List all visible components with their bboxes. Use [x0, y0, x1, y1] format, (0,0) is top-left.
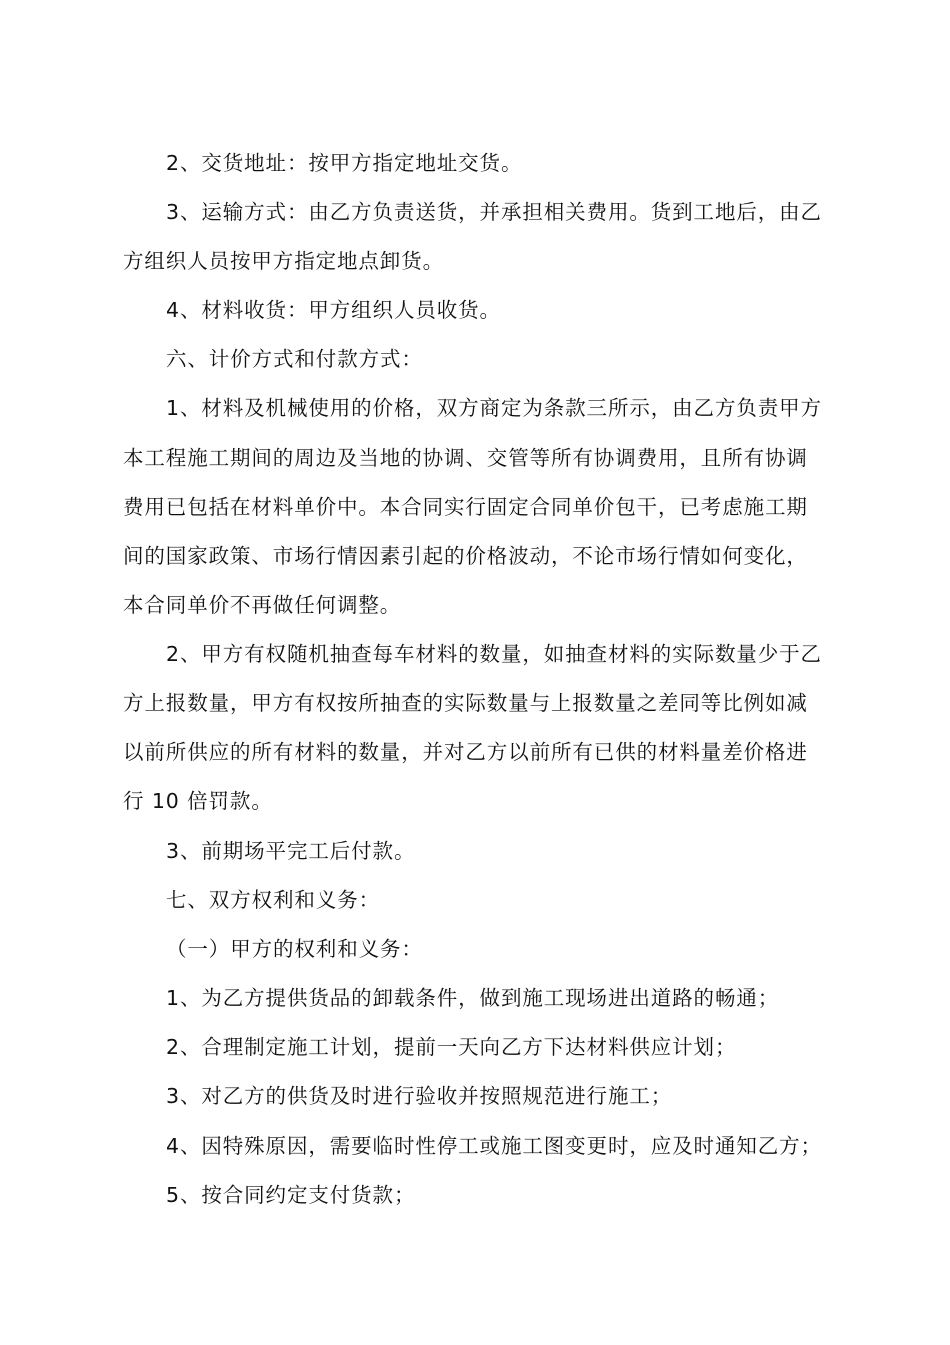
party-a-item-3: 3、对乙方的供货及时进行验收并按照规范进行施工；: [166, 1084, 673, 1108]
pricing-clause-2-line-2: 方上报数量，甲方有权按所抽查的实际数量与上报数量之差同等比例如减: [123, 691, 808, 715]
pricing-clause-3: 3、前期场平完工后付款。: [166, 839, 416, 863]
subsection-heading-party-a: （一）甲方的权利和义务：: [166, 937, 423, 961]
party-a-item-4: 4、因特殊原因，需要临时性停工或施工图变更时，应及时通知乙方；: [166, 1134, 822, 1158]
pricing-clause-2-line-3: 以前所供应的所有材料的数量，并对乙方以前所有已供的材料量差价格进: [123, 740, 808, 764]
party-a-item-5: 5、按合同约定支付货款；: [166, 1183, 416, 1207]
pricing-clause-1-line-2: 本工程施工期间的周边及当地的协调、交管等所有协调费用，且所有协调: [123, 446, 808, 470]
party-a-item-2: 2、合理制定施工计划，提前一天向乙方下达材料供应计划；: [166, 1035, 737, 1059]
clause-delivery-address: 2、交货地址：按甲方指定地址交货。: [166, 151, 523, 175]
pricing-clause-1-line-4: 间的国家政策、市场行情因素引起的价格波动，不论市场行情如何变化，: [123, 544, 808, 568]
clause-transport-line-2: 方组织人员按甲方指定地点卸货。: [123, 249, 444, 273]
section-heading-rights: 七、双方权利和义务：: [166, 888, 380, 912]
clause-receipt: 4、材料收货：甲方组织人员收货。: [166, 298, 501, 322]
pricing-clause-2-line-4: 行 10 倍罚款。: [123, 789, 273, 813]
clause-transport-line-1: 3、运输方式：由乙方负责送货，并承担相关费用。货到工地后，由乙: [166, 200, 822, 224]
party-a-item-1: 1、为乙方提供货品的卸载条件，做到施工现场进出道路的畅通；: [166, 986, 780, 1010]
section-heading-pricing: 六、计价方式和付款方式：: [166, 347, 423, 371]
pricing-clause-1-line-3: 费用已包括在材料单价中。本合同实行固定合同单价包干，已考虑施工期: [123, 495, 808, 519]
pricing-clause-1-line-5: 本合同单价不再做任何调整。: [123, 593, 402, 617]
pricing-clause-1-line-1: 1、材料及机械使用的价格，双方商定为条款三所示，由乙方负责甲方: [166, 396, 822, 420]
pricing-clause-2-line-1: 2、甲方有权随机抽查每车材料的数量，如抽查材料的实际数量少于乙: [166, 642, 822, 666]
